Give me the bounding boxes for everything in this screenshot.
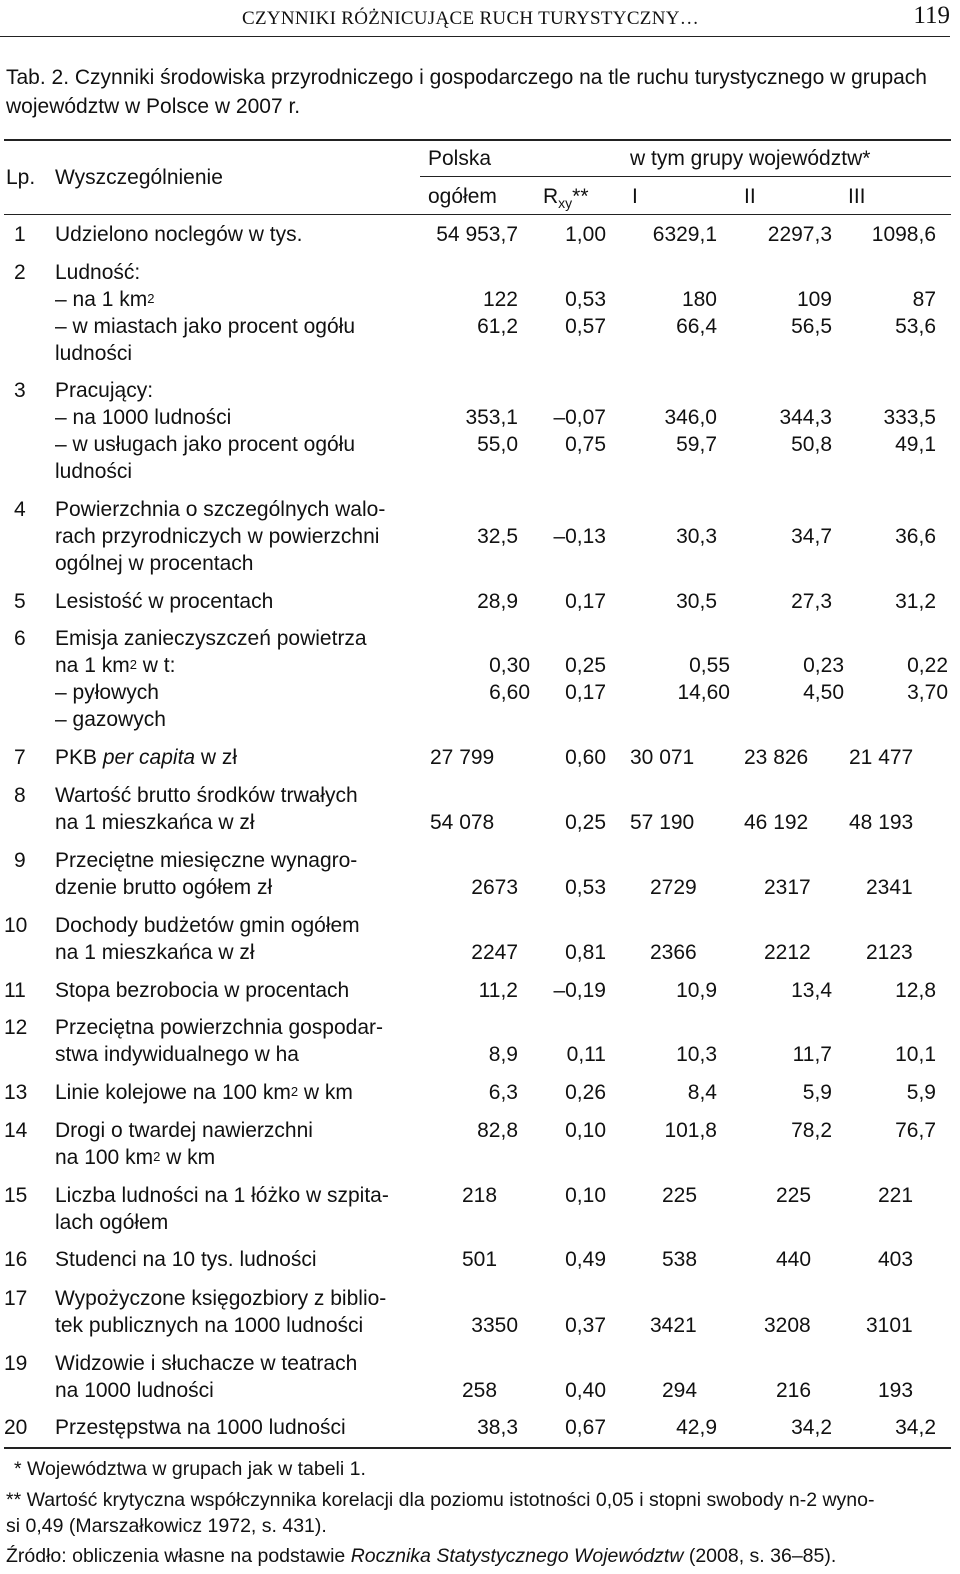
cell-rxy: 0,25 xyxy=(565,654,606,677)
cell-polska: 2673 xyxy=(471,876,518,899)
row-label-cont: tek publicznych na 1000 ludności xyxy=(55,1314,364,1337)
cell-polska: 32,5 xyxy=(477,525,518,548)
row-label-cont: ludności xyxy=(55,342,133,365)
cell-group-2: 27,3 xyxy=(791,590,832,613)
row-label-cont: – pyłowych xyxy=(55,681,159,704)
row-label-cont: ogólnej w procentach xyxy=(55,552,254,575)
cell-group-1: 180 xyxy=(681,288,717,311)
cell-rxy: –0,13 xyxy=(553,525,606,548)
cell-group-2: 3208 xyxy=(764,1314,811,1337)
row-label-cont: na 100 $km^2$ w km xyxy=(55,1146,216,1169)
cell-group-2: 344,3 xyxy=(779,406,832,429)
cell-group-1: 3421 xyxy=(650,1314,697,1337)
row-label: Ludność: xyxy=(55,261,141,284)
cell-group-2: 78,2 xyxy=(791,1119,832,1142)
row-label-italic: per capita xyxy=(102,746,196,769)
row-label-cont: na 1 $km^2$ w t: xyxy=(55,654,176,677)
row-label-cont: ludności xyxy=(55,460,133,483)
cell-polska: 11,2 xyxy=(478,979,518,1002)
cell-group-2: 13,4 xyxy=(791,979,832,1002)
cell-rxy: 0,75 xyxy=(565,433,606,456)
cell-group-2: 5,9 xyxy=(802,1081,832,1104)
row-label-cont: na 1000 ludności xyxy=(55,1379,214,1402)
row-label: – na 1 $km^2$ xyxy=(55,288,155,311)
table-top-rule xyxy=(4,139,951,141)
row-lp: 4 xyxy=(14,498,26,521)
cell-group-2: 109 xyxy=(796,288,832,311)
cell-rxy: 0,81 xyxy=(565,941,606,964)
cell-rxy: 0,37 xyxy=(565,1314,606,1337)
cell-group-1: 66,4 xyxy=(676,315,717,338)
table-bottom-rule xyxy=(4,1447,951,1449)
row-label: Studenci na 10 tys. ludności xyxy=(55,1248,317,1271)
cell-group-1: 2729 xyxy=(650,876,697,899)
row-label-cont: na 1 mieszkańca w zł xyxy=(55,811,255,834)
cell-group-3: 48 193 xyxy=(849,811,914,834)
footnote-critical-value-cont: si 0,49 (Marszałkowicz 1972, s. 431). xyxy=(6,1515,327,1537)
cell-rxy: 0,11 xyxy=(566,1043,606,1066)
cell-group-3: 36,6 xyxy=(895,525,936,548)
row-label: Lesistość w procentach xyxy=(55,590,274,613)
cell-polska: 6,60 xyxy=(489,681,530,704)
cell-group-1: 294 xyxy=(662,1379,698,1402)
row-label: Linie kolejowe na 100 $km^2$ w km xyxy=(55,1081,353,1104)
cell-rxy: 0,17 xyxy=(565,681,606,704)
header-item: Wyszczególnienie xyxy=(55,166,223,189)
header-rxy-sub: xy xyxy=(558,195,573,212)
cell-group-1: 101,8 xyxy=(664,1119,717,1142)
cell-group-1: 57 190 xyxy=(630,811,695,834)
cell-group-3: 0,22 xyxy=(907,654,948,677)
cell-group-2: 50,8 xyxy=(791,433,832,456)
cell-polska: 2247 xyxy=(471,941,518,964)
cell-group-2: 225 xyxy=(776,1184,812,1207)
row-label-cont: dzenie brutto ogółem zł xyxy=(55,876,273,899)
cell-group-1: 225 xyxy=(662,1184,698,1207)
row-label: Przestępstwa na 1000 ludności xyxy=(55,1416,346,1439)
cell-group-3: 5,9 xyxy=(906,1081,936,1104)
cell-group-2: 2297,3 xyxy=(767,223,832,246)
cell-polska: 55,0 xyxy=(477,433,518,456)
row-lp: 5 xyxy=(14,590,26,613)
header-total: ogółem xyxy=(428,185,497,208)
header-group-2: II xyxy=(744,185,756,208)
cell-rxy: 0,57 xyxy=(565,315,606,338)
cell-group-1: 346,0 xyxy=(664,406,717,429)
cell-group-1: 8,4 xyxy=(687,1081,717,1104)
cell-polska: 54 078 xyxy=(430,811,495,834)
cell-group-2: 56,5 xyxy=(791,315,832,338)
cell-group-3: 21 477 xyxy=(849,746,914,769)
row-lp: 8 xyxy=(14,784,26,807)
cell-group-2: 23 826 xyxy=(744,746,809,769)
cell-polska: 353,1 xyxy=(465,406,518,429)
cell-group-2: 34,2 xyxy=(791,1416,832,1439)
cell-rxy: 0,10 xyxy=(565,1119,606,1142)
row-lp: 1 xyxy=(14,223,26,246)
row-lp: 19 xyxy=(4,1352,28,1375)
cell-group-1: 59,7 xyxy=(676,433,717,456)
cell-group-3: 193 xyxy=(878,1379,914,1402)
header-groups: w tym grupy województw* xyxy=(630,147,871,170)
row-lp: 12 xyxy=(4,1016,28,1039)
running-head-title: CZYNNIKI RÓŻNICUJĄCE RUCH TURYSTYCZNY… xyxy=(242,8,700,29)
row-label-cont: stwa indywidualnego w ha xyxy=(55,1043,299,1066)
source-note xyxy=(6,1543,836,1570)
cell-polska: 82,8 xyxy=(477,1119,518,1142)
cell-group-3: 49,1 xyxy=(895,433,936,456)
cell-group-3: 1098,6 xyxy=(871,223,936,246)
row-lp: 9 xyxy=(14,849,26,872)
cell-group-1: 6329,1 xyxy=(652,223,717,246)
row-lp: 17 xyxy=(4,1287,28,1310)
cell-polska: 501 xyxy=(462,1248,498,1271)
row-label: Wypożyczone księgozbiory z biblio- xyxy=(55,1287,387,1310)
cell-group-3: 221 xyxy=(878,1184,914,1207)
cell-group-1: 0,55 xyxy=(689,654,730,677)
cell-group-3: 87 xyxy=(912,288,936,311)
row-lp: 2 xyxy=(14,261,26,284)
header-rxy-letter: R xyxy=(543,185,559,208)
cell-group-2: 2317 xyxy=(764,876,811,899)
row-label: – w miastach jako procent ogółu xyxy=(55,315,355,338)
cell-group-2: 4,50 xyxy=(803,681,844,704)
row-label: Przeciętne miesięczne wynagro- xyxy=(55,849,358,872)
cell-polska: 122 xyxy=(482,288,518,311)
row-lp: 3 xyxy=(14,379,26,402)
row-label: Pracujący: xyxy=(55,379,154,402)
cell-group-3: 76,7 xyxy=(895,1119,936,1142)
row-lp: 7 xyxy=(14,746,26,769)
source-pre: Źródło: obliczenia własne na podstawie xyxy=(6,1545,351,1567)
cell-rxy: 0,53 xyxy=(565,288,606,311)
row-lp: 10 xyxy=(4,914,28,937)
row-lp: 16 xyxy=(4,1248,28,1271)
cell-group-3: 53,6 xyxy=(895,315,936,338)
cell-group-1: 2366 xyxy=(650,941,697,964)
row-label: Powierzchnia o szczególnych walo- xyxy=(55,498,386,521)
cell-rxy: 0,26 xyxy=(565,1081,606,1104)
row-label: Przeciętna powierzchnia gospodar- xyxy=(55,1016,384,1039)
cell-rxy: 0,49 xyxy=(565,1248,606,1271)
source-post: (2008, s. 36–85). xyxy=(683,1545,837,1567)
source-title: Rocznika Statystycznego Województw xyxy=(350,1545,684,1567)
cell-polska: 3350 xyxy=(471,1314,518,1337)
running-head xyxy=(0,0,950,37)
row-lp: 6 xyxy=(14,627,26,650)
cell-group-3: 2341 xyxy=(866,876,913,899)
row-label: Dochody budżetów gmin ogółem xyxy=(55,914,360,937)
cell-group-2: 46 192 xyxy=(744,811,809,834)
cell-group-3: 403 xyxy=(878,1248,914,1271)
cell-polska: 258 xyxy=(462,1379,498,1402)
cell-group-2: 440 xyxy=(776,1248,812,1271)
cell-rxy: 0,40 xyxy=(565,1379,606,1402)
cell-group-2: 2212 xyxy=(764,941,811,964)
cell-group-1: 14,60 xyxy=(677,681,730,704)
cell-polska: 0,30 xyxy=(489,654,530,677)
row-label-cont: lach ogółem xyxy=(55,1211,169,1234)
cell-polska: 28,9 xyxy=(477,590,518,613)
cell-group-1: 10,3 xyxy=(676,1043,717,1066)
table-caption: Tab. 2. Czynniki środowiska przyrodniczego i gospodarczego na tle ruchu turystycznego w grupach województw w Polsce w 2007 r. xyxy=(6,66,927,118)
cell-rxy: 0,67 xyxy=(565,1416,606,1439)
row-label-cont: – gazowych xyxy=(55,708,166,731)
row-lp: 20 xyxy=(4,1416,28,1439)
row-label: – w usługach jako procent ogółu xyxy=(55,433,356,456)
cell-rxy: 0,53 xyxy=(565,876,606,899)
row-label-cont: na 1 mieszkańca w zł xyxy=(55,941,255,964)
cell-group-1: 30,3 xyxy=(676,525,717,548)
header-lp: Lp. xyxy=(6,166,36,189)
cell-rxy: 0,10 xyxy=(565,1184,606,1207)
cell-polska: 27 799 xyxy=(430,746,495,769)
header-group-1: I xyxy=(632,185,638,208)
cell-group-2: 11,7 xyxy=(792,1043,832,1066)
header-polska: Polska xyxy=(428,147,492,170)
cell-group-3: 31,2 xyxy=(895,590,936,613)
cell-group-1: 10,9 xyxy=(676,979,717,1002)
cell-rxy: –0,19 xyxy=(553,979,606,1002)
cell-rxy: 0,17 xyxy=(565,590,606,613)
header-rxy xyxy=(543,183,589,217)
row-label-post: w zł xyxy=(195,746,238,769)
row-label: Liczba ludności na 1 łóżko w szpita- xyxy=(55,1184,389,1207)
cell-group-3: 3101 xyxy=(866,1314,913,1337)
cell-group-3: 2123 xyxy=(866,941,913,964)
cell-group-3: 10,1 xyxy=(895,1043,936,1066)
footnote-groups: * Województwa w grupach jak w tabeli 1. xyxy=(14,1458,366,1480)
row-label xyxy=(55,744,237,771)
row-lp: 11 xyxy=(4,979,26,1002)
cell-polska: 38,3 xyxy=(477,1416,518,1439)
row-label: Drogi o twardej nawierzchni xyxy=(55,1119,313,1142)
cell-polska: 8,9 xyxy=(488,1043,518,1066)
header-bottom-rule xyxy=(4,214,951,215)
cell-rxy: 1,00 xyxy=(565,223,606,246)
row-lp: 15 xyxy=(4,1184,28,1207)
cell-polska: 218 xyxy=(462,1184,498,1207)
header-rxy-stars: ** xyxy=(572,185,589,208)
row-label: Wartość brutto środków trwałych xyxy=(55,784,358,807)
cell-group-3: 34,2 xyxy=(895,1416,936,1439)
row-label: Stopa bezrobocia w procentach xyxy=(55,979,350,1002)
row-label-pre: PKB xyxy=(55,746,103,769)
row-label: Widzowie i słuchacze w teatrach xyxy=(55,1352,358,1375)
footnote-critical-value: ** Wartość krytyczna współczynnika korelacji dla poziomu istotności 0,05 i stopni swobody n-2 wyno- xyxy=(6,1489,875,1511)
cell-group-1: 42,9 xyxy=(676,1416,717,1439)
page-number: 119 xyxy=(913,2,950,29)
header-group-3: III xyxy=(848,185,866,208)
row-lp: 13 xyxy=(4,1081,28,1104)
row-label: – na 1000 ludności xyxy=(55,406,232,429)
cell-rxy: 0,60 xyxy=(565,746,606,769)
cell-rxy: 0,25 xyxy=(565,811,606,834)
row-label-cont: rach przyrodniczych w powierzchni xyxy=(55,525,380,548)
cell-polska: 54 953,7 xyxy=(436,223,518,246)
cell-rxy: –0,07 xyxy=(553,406,606,429)
cell-polska: 61,2 xyxy=(477,315,518,338)
cell-group-1: 538 xyxy=(662,1248,698,1271)
cell-group-3: 3,70 xyxy=(907,681,948,704)
cell-group-3: 12,8 xyxy=(895,979,936,1002)
row-label: Emisja zanieczyszczeń powietrza xyxy=(55,627,367,650)
row-lp: 14 xyxy=(4,1119,28,1142)
cell-group-2: 34,7 xyxy=(791,525,832,548)
cell-group-2: 0,23 xyxy=(803,654,844,677)
cell-group-1: 30,5 xyxy=(676,590,717,613)
row-label: Udzielono noclegów w tys. xyxy=(55,223,303,246)
cell-group-2: 216 xyxy=(776,1379,812,1402)
cell-group-3: 333,5 xyxy=(883,406,936,429)
cell-group-1: 30 071 xyxy=(630,746,695,769)
header-sub-rule xyxy=(420,176,951,177)
cell-polska: 6,3 xyxy=(488,1081,518,1104)
